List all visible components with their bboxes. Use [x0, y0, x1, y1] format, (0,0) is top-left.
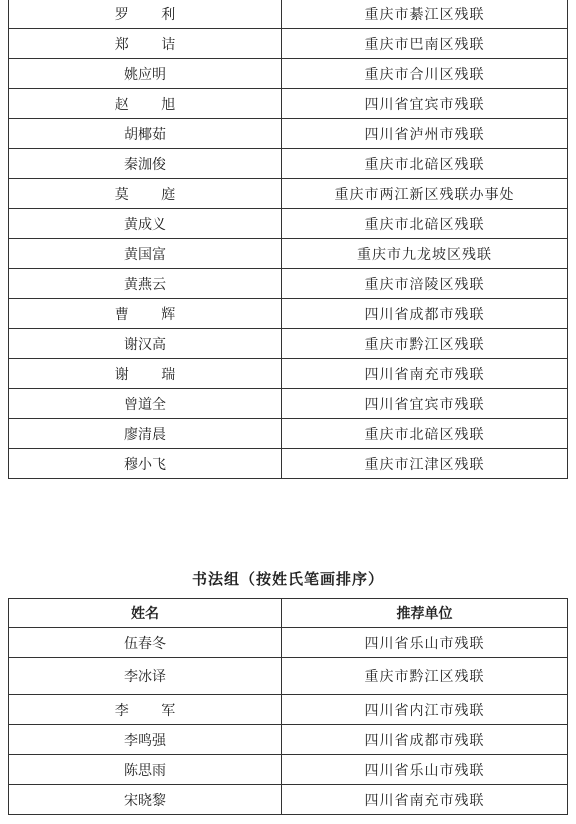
table-row: [9, 89, 568, 119]
name-column-header: 姓名: [9, 599, 282, 628]
unit-cell: 重庆市北碚区残联: [282, 209, 568, 239]
name-cell: 秦泇俊: [9, 149, 282, 179]
name-cell: 李 军: [9, 695, 282, 725]
name-cell: 廖清晨: [9, 419, 282, 449]
name-cell: 姚应明: [9, 59, 282, 89]
unit-cell: 重庆市九龙坡区残联: [282, 239, 568, 269]
name-cell: 宋晓黎: [9, 785, 282, 815]
unit-cell: 四川省内江市残联: [282, 695, 568, 725]
unit-cell: 四川省成都市残联: [282, 299, 568, 329]
table-row: [9, 329, 568, 359]
unit-cell: 重庆市两江新区残联办事处: [282, 179, 568, 209]
table-row: [9, 179, 568, 209]
name-cell: 伍春冬: [9, 628, 282, 658]
name-cell: 胡椰茹: [9, 119, 282, 149]
unit-cell: 重庆市黔江区残联: [282, 658, 568, 695]
table-row: [9, 209, 568, 239]
unit-cell: 重庆市合川区残联: [282, 59, 568, 89]
table-row: [9, 695, 568, 725]
section-title: 书法组（按姓氏笔画排序）: [191, 570, 384, 588]
calligraphy-table: [8, 598, 568, 815]
table-row: [9, 755, 568, 785]
unit-cell: 四川省乐山市残联: [282, 755, 568, 785]
name-cell: 黄成义: [9, 209, 282, 239]
unit-cell: 重庆市江津区残联: [282, 449, 568, 479]
table-row: [9, 149, 568, 179]
table-row: [9, 269, 568, 299]
unit-cell: 重庆市巴南区残联: [282, 29, 568, 59]
name-cell: 穆小飞: [9, 449, 282, 479]
table-row: [9, 29, 568, 59]
unit-cell: 四川省成都市残联: [282, 725, 568, 755]
table-row: [9, 299, 568, 329]
unit-column-header: 推荐单位: [282, 599, 568, 628]
unit-cell: 四川省泸州市残联: [282, 119, 568, 149]
unit-cell: 四川省宜宾市残联: [282, 89, 568, 119]
name-cell: 黄燕云: [9, 269, 282, 299]
table-row: [9, 419, 568, 449]
participants-table-continued: [8, 0, 568, 479]
name-cell: 曾道全: [9, 389, 282, 419]
name-cell: 郑 诘: [9, 29, 282, 59]
name-cell: 李冰译: [9, 658, 282, 695]
unit-cell: 四川省南充市残联: [282, 785, 568, 815]
table-row: [9, 658, 568, 695]
table-row: [9, 239, 568, 269]
name-cell: 陈思雨: [9, 755, 282, 785]
name-cell: 莫 庭: [9, 179, 282, 209]
table-row: [9, 0, 568, 29]
unit-cell: 重庆市黔江区残联: [282, 329, 568, 359]
name-cell: 李鸣强: [9, 725, 282, 755]
table-row: [9, 785, 568, 815]
name-cell: 赵 旭: [9, 89, 282, 119]
table-row: [9, 59, 568, 89]
table-row: [9, 119, 568, 149]
unit-cell: 四川省南充市残联: [282, 359, 568, 389]
name-cell: 罗 利: [9, 0, 282, 29]
table-row: [9, 628, 568, 658]
unit-cell: 重庆市北碚区残联: [282, 419, 568, 449]
unit-cell: 四川省宜宾市残联: [282, 389, 568, 419]
name-cell: 曹 辉: [9, 299, 282, 329]
name-cell: 黄国富: [9, 239, 282, 269]
table-row: [9, 449, 568, 479]
unit-cell: 四川省乐山市残联: [282, 628, 568, 658]
unit-cell: 重庆市涪陵区残联: [282, 269, 568, 299]
name-cell: 谢 瑞: [9, 359, 282, 389]
unit-cell: 重庆市北碚区残联: [282, 149, 568, 179]
table-header-row: [9, 599, 568, 628]
name-cell: 谢汉高: [9, 329, 282, 359]
table-row: [9, 359, 568, 389]
table-row: [9, 725, 568, 755]
unit-cell: 重庆市綦江区残联: [282, 0, 568, 29]
table-row: [9, 389, 568, 419]
